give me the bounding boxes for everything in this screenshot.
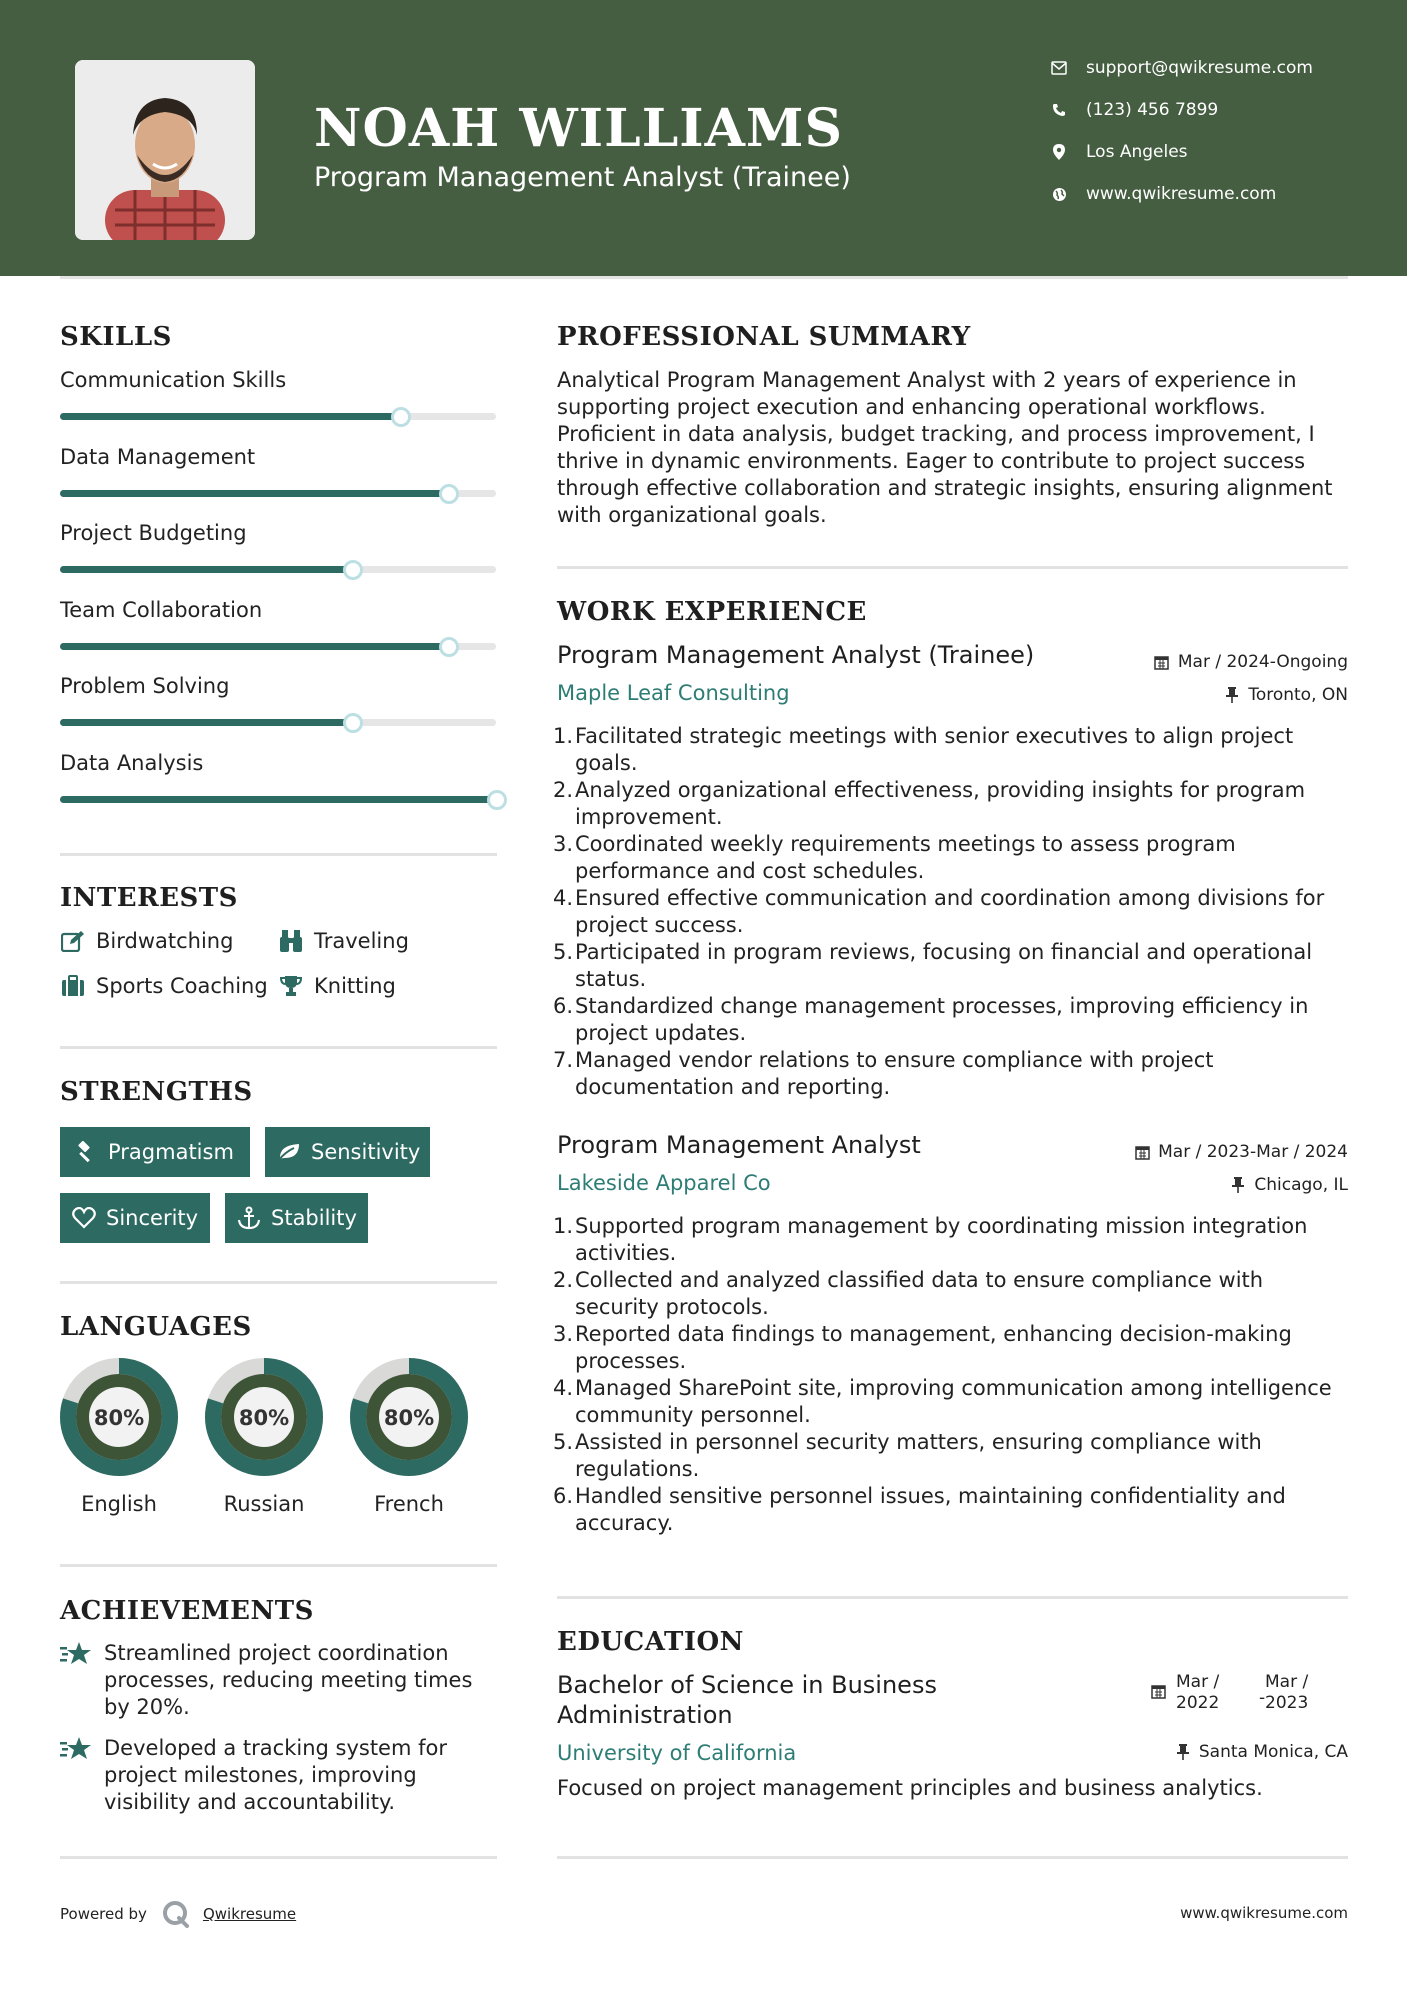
company-name: Lakeside Apparel Co <box>557 1171 771 1195</box>
job-bullet <box>553 1375 1353 1429</box>
phone-icon <box>1050 101 1068 119</box>
bullet-number: 6. <box>553 994 574 1018</box>
pushpin-icon <box>1224 687 1240 703</box>
job-title: Program Management Analyst <box>557 1131 921 1159</box>
summary-heading: PROFESSIONAL SUMMARY <box>557 322 971 352</box>
job-bullet <box>553 1321 1353 1375</box>
edu-start-year: 2022 <box>1176 1693 1220 1713</box>
job-location-text: Chicago, IL <box>1254 1175 1348 1195</box>
skill-progress-fill <box>60 796 496 803</box>
contact-website[interactable] <box>1050 184 1276 204</box>
header-banner <box>0 0 1407 276</box>
brand-link[interactable]: Qwikresume <box>202 1905 297 1923</box>
bullet-text: Coordinated weekly requirements meetings to assess program performance and cost schedules. <box>575 832 1236 883</box>
language-ring <box>349 1357 469 1477</box>
job-dates <box>1154 652 1348 672</box>
bullet-text: Analyzed organizational effectiveness, providing insights for program improvement. <box>575 778 1306 829</box>
education-heading: EDUCATION <box>557 1627 744 1657</box>
contact-email-text: support@qwikresume.com <box>1086 58 1313 78</box>
bullet-number: 3. <box>553 1322 574 1346</box>
bullet-text: Handled sensitive personnel issues, maintaining confidentiality and accuracy. <box>575 1484 1286 1535</box>
strength-tag <box>60 1127 250 1177</box>
bullet-number: 5. <box>553 1430 574 1454</box>
divider <box>557 566 1348 569</box>
edu-start-month: Mar / <box>1176 1672 1220 1692</box>
bullet-number: 1. <box>553 1214 574 1238</box>
achievement-text: Developed a tracking system for project milestones, improving visibility and accountability. <box>104 1736 447 1814</box>
skill-progress-knob <box>343 560 363 580</box>
pushpin-icon <box>1175 1744 1191 1760</box>
job-location-text: Toronto, ON <box>1248 685 1348 705</box>
bullet-text: Participated in program reviews, focusing on financial and operational status. <box>575 940 1313 991</box>
edu-date-dash: - <box>1259 1688 1266 1708</box>
interest-item <box>60 973 268 999</box>
divider <box>557 1596 1348 1599</box>
contact-location <box>1050 142 1188 162</box>
skill-progress-fill <box>60 719 352 726</box>
leaf-icon <box>277 1139 301 1165</box>
calendar-icon <box>1151 1684 1166 1705</box>
job-bullet <box>553 1429 1353 1483</box>
bullet-number: 5. <box>553 940 574 964</box>
footer-powered-by <box>60 1900 296 1928</box>
skill-label: Team Collaboration <box>60 597 263 622</box>
contact-website-text: www.qwikresume.com <box>1086 184 1277 204</box>
bullet-text: Collected and analyzed classified data to ensure compliance with security protocols. <box>575 1268 1264 1319</box>
job-bullet <box>553 885 1353 939</box>
language-name: French <box>374 1492 444 1516</box>
job-bullet <box>553 993 1353 1047</box>
job-dates <box>1134 1142 1348 1162</box>
bullet-number: 6. <box>553 1484 574 1508</box>
school-name: University of California <box>557 1741 797 1765</box>
skill-progress-fill <box>60 643 448 650</box>
education-location-text: Santa Monica, CA <box>1198 1742 1348 1762</box>
interest-label: Sports Coaching <box>96 974 268 998</box>
strength-tag <box>265 1127 430 1177</box>
education-dates <box>1151 1672 1351 1716</box>
footer-website[interactable]: www.qwikresume.com <box>1180 1904 1348 1922</box>
gavel-icon <box>72 1139 98 1165</box>
trophy-icon <box>278 973 304 999</box>
divider <box>60 1281 497 1284</box>
strengths-heading: STRENGTHS <box>60 1077 253 1107</box>
job-bullet <box>553 1267 1353 1321</box>
qwikresume-logo-icon <box>161 1900 191 1928</box>
skill-progress-bar <box>60 413 496 420</box>
skills-heading: SKILLS <box>60 322 172 352</box>
skill-progress-fill <box>60 566 352 573</box>
job-location <box>1224 685 1348 705</box>
calendar-icon <box>1154 654 1170 670</box>
skill-label: Communication Skills <box>60 368 287 392</box>
job-bullet <box>553 1483 1353 1537</box>
job-bullets <box>553 723 1353 1101</box>
skill-progress-fill <box>60 413 400 420</box>
contact-email[interactable] <box>1050 58 1313 78</box>
edu-end-month: Mar / <box>1265 1672 1309 1692</box>
bullet-number: 2. <box>553 1268 574 1292</box>
avatar <box>75 60 255 240</box>
experience-heading: WORK EXPERIENCE <box>557 597 867 627</box>
language-percent: 80% <box>383 1406 435 1430</box>
skill-progress-knob <box>439 484 459 504</box>
bullet-number: 4. <box>553 1376 574 1400</box>
candidate-name: NOAH WILLIAMS <box>314 98 844 159</box>
interests-heading: INTERESTS <box>60 883 238 913</box>
edu-end-year: 2023 <box>1265 1693 1309 1713</box>
bullet-number: 1. <box>553 724 574 748</box>
job-location <box>1230 1175 1348 1195</box>
job-dates-text: Mar / 2024-Ongoing <box>1177 652 1348 672</box>
divider <box>60 1046 497 1049</box>
job-bullet <box>553 1047 1353 1101</box>
skill-progress-fill <box>60 490 448 497</box>
job-bullet <box>553 777 1353 831</box>
edit-icon <box>60 928 86 954</box>
skill-progress-knob <box>439 637 459 657</box>
bullet-number: 3. <box>553 832 574 856</box>
bullet-text: Facilitated strategic meetings with senior executives to align project goals. <box>575 724 1294 775</box>
language-percent: 80% <box>238 1406 290 1430</box>
candidate-title: Program Management Analyst (Trainee) <box>314 162 851 193</box>
divider <box>60 1856 497 1859</box>
skill-label: Project Budgeting <box>60 521 247 545</box>
interest-item <box>60 928 233 954</box>
pushpin-icon <box>1230 1177 1246 1193</box>
job-bullet <box>553 939 1353 993</box>
achievements-heading: ACHIEVEMENTS <box>60 1596 314 1626</box>
job-title: Program Management Analyst (Trainee) <box>557 641 1035 669</box>
calendar-icon <box>1134 1144 1150 1160</box>
company-name: Maple Leaf Consulting <box>557 681 790 705</box>
bullet-number: 7. <box>553 1048 574 1072</box>
divider <box>60 1564 497 1567</box>
bullet-text: Assisted in personnel security matters, ensuring compliance with regulations. <box>575 1430 1262 1481</box>
strength-tag <box>225 1193 368 1243</box>
interest-item <box>278 973 396 999</box>
achievement-item <box>60 1735 500 1816</box>
skill-progress-bar <box>60 796 496 803</box>
skill-progress-bar <box>60 643 496 650</box>
job-bullet <box>553 831 1353 885</box>
skill-progress-bar <box>60 490 496 497</box>
anchor-icon <box>237 1205 261 1231</box>
skill-progress-bar <box>60 719 496 726</box>
bullet-text: Reported data findings to management, enhancing decision-making processes. <box>575 1322 1292 1373</box>
skill-label: Problem Solving <box>60 674 230 698</box>
bullet-text: Supported program management by coordinating mission integration activities. <box>575 1214 1308 1265</box>
job-dates-text: Mar / 2023-Mar / 2024 <box>1158 1142 1348 1162</box>
language-ring <box>59 1357 179 1477</box>
strength-label: Stability <box>271 1206 357 1230</box>
contact-location-text: Los Angeles <box>1086 142 1188 162</box>
bullet-number: 2. <box>553 778 574 802</box>
divider <box>60 853 497 856</box>
skill-label: Data Management <box>60 444 256 469</box>
briefcase-icon <box>60 973 86 999</box>
degree-title: Bachelor of Science in Business Administration <box>557 1671 937 1729</box>
language-ring <box>204 1357 324 1477</box>
heart-icon <box>72 1205 96 1231</box>
job-bullet <box>553 1213 1353 1267</box>
education-description: Focused on project management principles and business analytics. <box>557 1776 1263 1800</box>
strength-label: Sincerity <box>106 1206 199 1230</box>
language-name: English <box>81 1492 157 1516</box>
language-name: Russian <box>223 1492 305 1516</box>
powered-by-label: Powered by <box>60 1905 147 1923</box>
education-location <box>1175 1742 1348 1762</box>
job-bullet <box>553 723 1353 777</box>
divider <box>557 1856 1348 1859</box>
map-pin-icon <box>1050 143 1068 161</box>
job-bullets <box>553 1213 1353 1537</box>
strength-tag <box>60 1193 210 1243</box>
bullet-text: Ensured effective communication and coordination among divisions for project success. <box>575 886 1325 937</box>
skill-progress-bar <box>60 566 496 573</box>
skill-progress-knob <box>487 790 507 810</box>
achievement-text: Streamlined project coordination processes, reducing meeting times by 20%. <box>104 1641 473 1719</box>
star-list-icon <box>60 1640 92 1672</box>
header-divider <box>60 276 1348 279</box>
achievement-item <box>60 1640 500 1721</box>
globe-icon <box>1050 185 1068 203</box>
summary-text: Analytical Program Management Analyst with 2 years of experience in supporting project execution and enhancing operational workflows. Proficient in data analysis, budget tracking, and process improvement, I thrive in dynamic environments. Eager to contribute to project success through effective collaboration and strategic insights, ensuring alignment with organizational goals. <box>557 368 1333 527</box>
strength-label: Sensitivity <box>311 1140 421 1164</box>
star-list-icon <box>60 1735 92 1767</box>
interest-label: Knitting <box>314 974 396 998</box>
strength-label: Pragmatism <box>108 1140 234 1164</box>
interest-label: Birdwatching <box>96 929 234 953</box>
languages-heading: LANGUAGES <box>60 1312 252 1342</box>
bullet-text: Managed SharePoint site, improving communication among intelligence community personnel. <box>575 1376 1332 1427</box>
profile-photo <box>75 60 255 240</box>
skill-progress-knob <box>391 407 411 427</box>
interest-item <box>278 928 409 954</box>
binoculars-icon <box>278 928 304 954</box>
bullet-text: Standardized change management processes, improving efficiency in project updates. <box>575 994 1309 1045</box>
bullet-number: 4. <box>553 886 574 910</box>
contact-phone-text: (123) 456 7899 <box>1086 100 1219 120</box>
language-percent: 80% <box>93 1406 145 1430</box>
envelope-icon <box>1050 59 1068 77</box>
interest-label: Traveling <box>314 929 409 953</box>
skill-progress-knob <box>343 713 363 733</box>
skill-label: Data Analysis <box>60 750 204 775</box>
bullet-text: Managed vendor relations to ensure compliance with project documentation and reporting. <box>575 1048 1214 1099</box>
contact-phone[interactable] <box>1050 100 1218 120</box>
